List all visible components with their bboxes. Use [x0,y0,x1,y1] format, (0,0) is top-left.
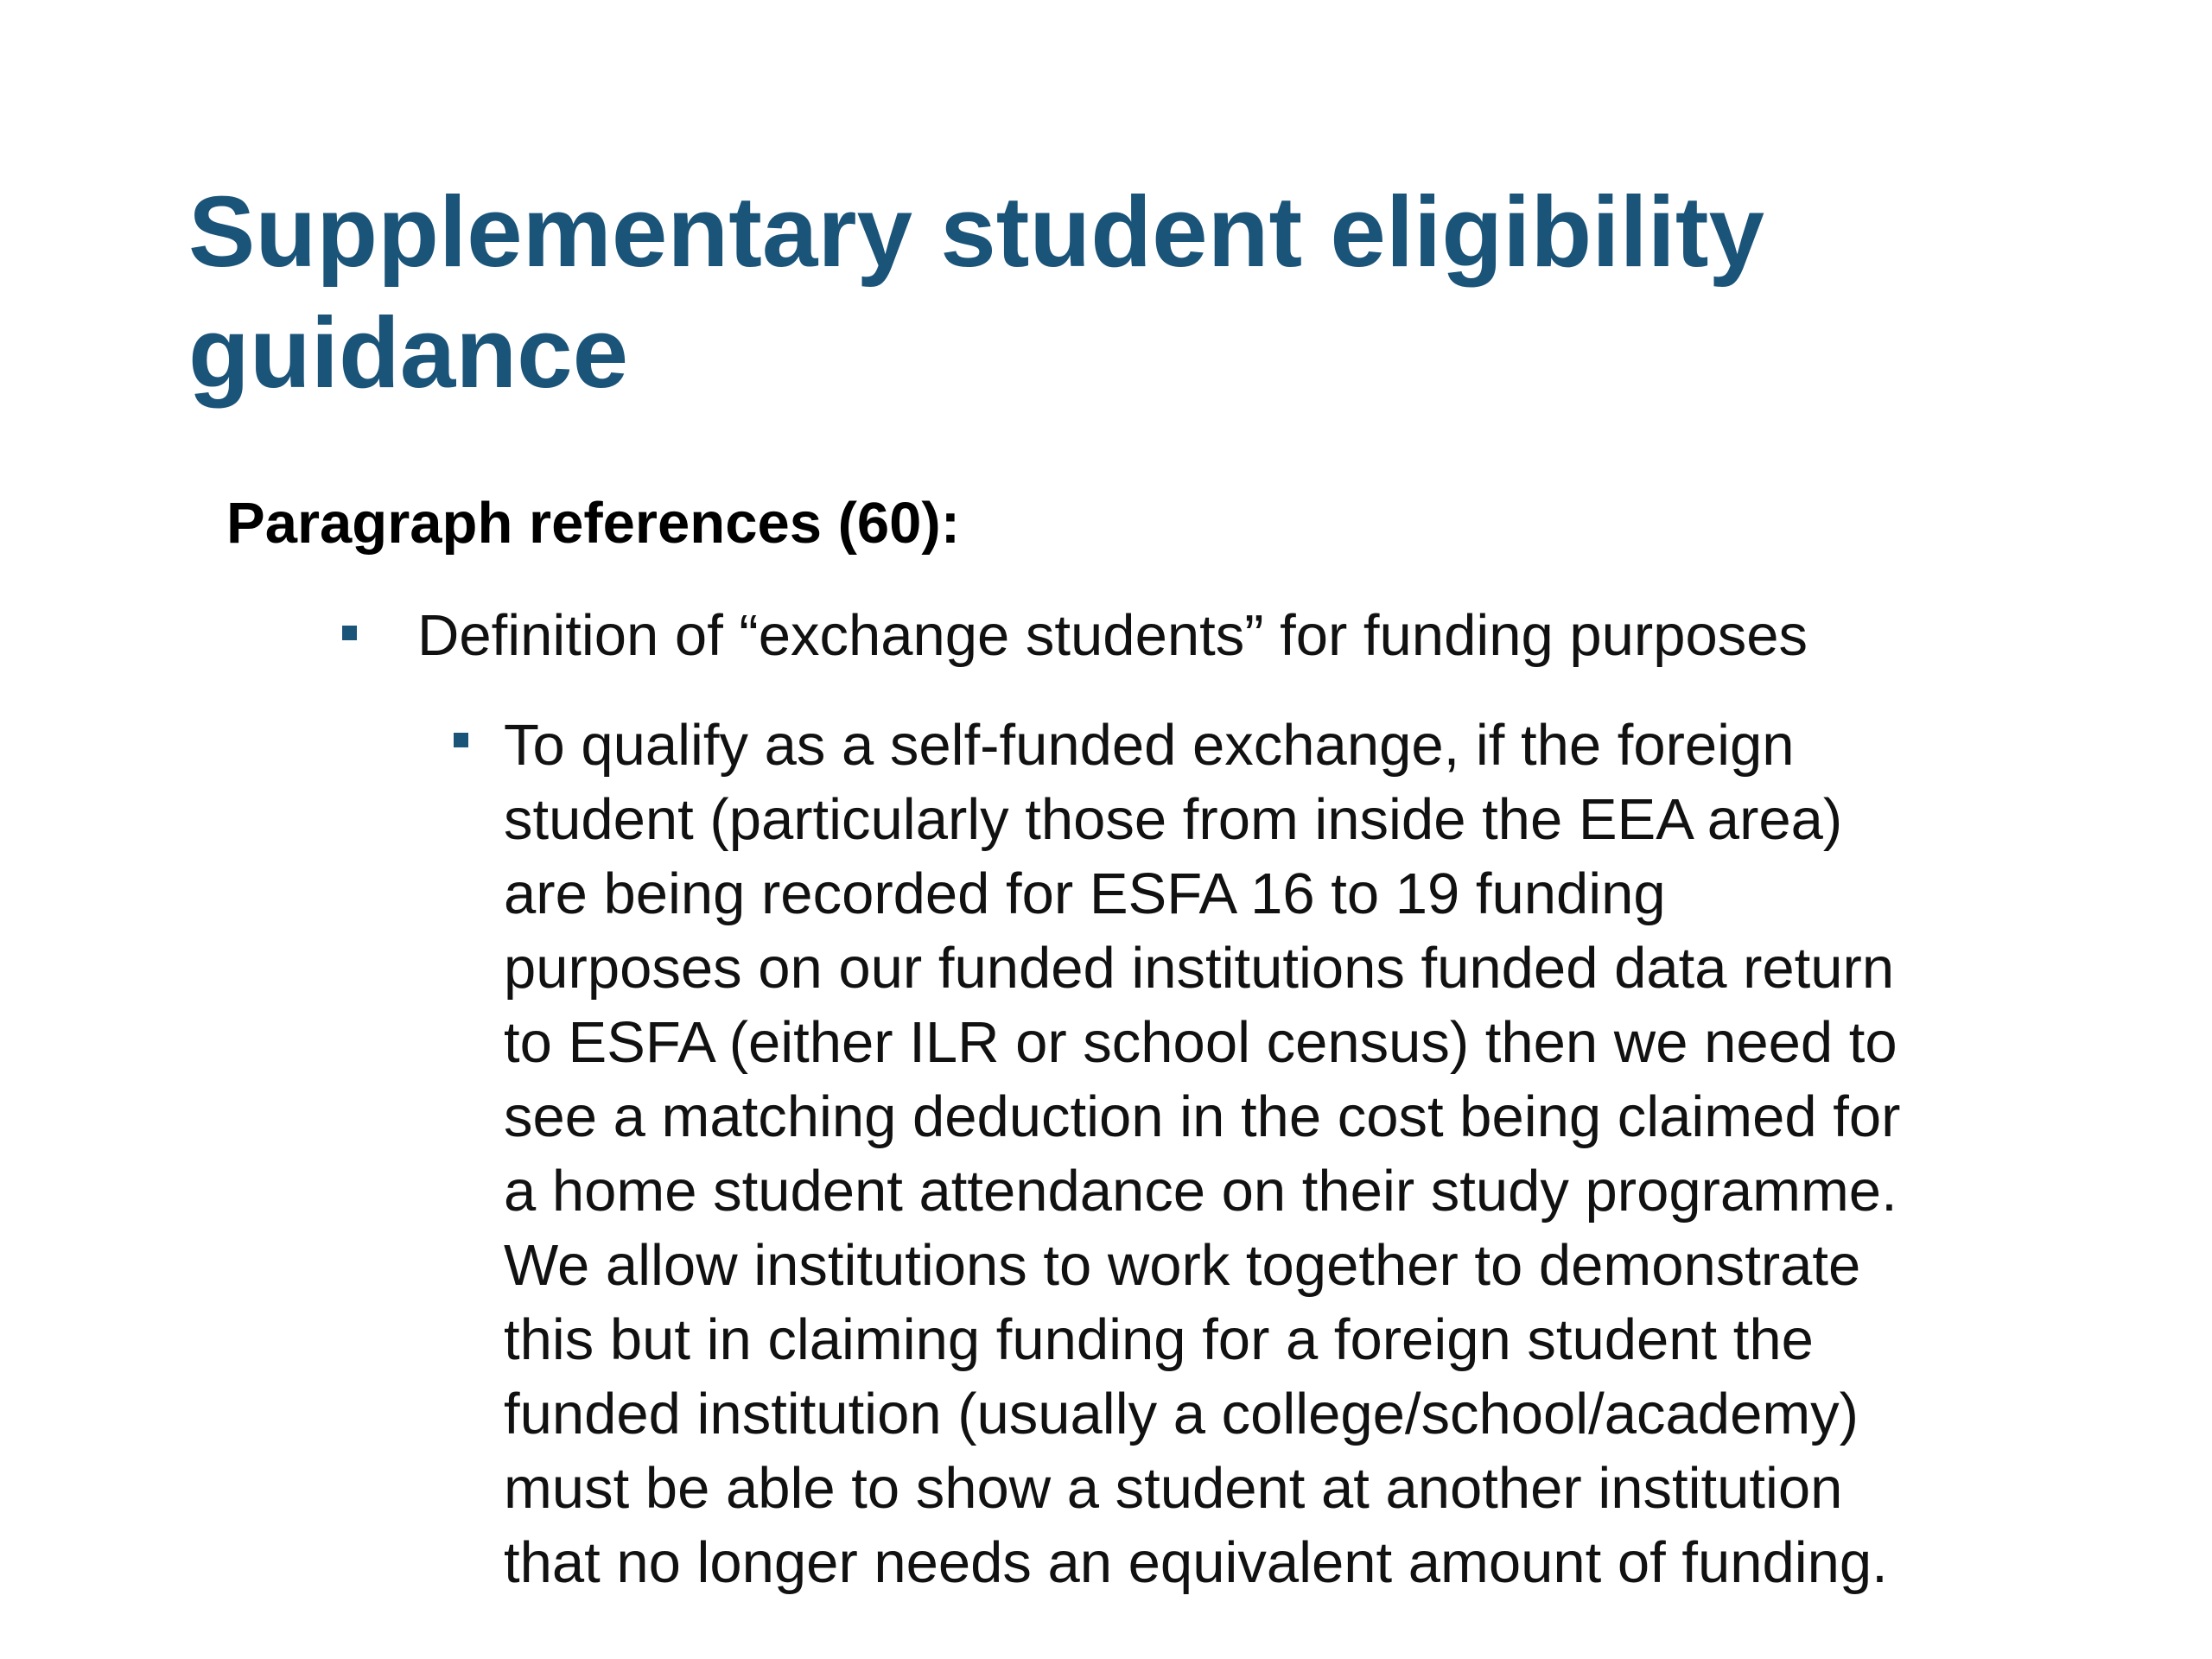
paragraph-reference-heading: Paragraph references (60): [226,491,961,556]
bullet-level-2-line: see a matching deduction in the cost being claimed for [504,1084,1901,1149]
slide-title-line-1: Supplementary student eligibility [188,175,1765,288]
bullet-level-2 [454,709,1900,1600]
slide-title [188,171,2003,413]
bullet-level-2-line: that no longer needs an equivalent amount of funding. [504,1530,1888,1595]
bullet-level-2-line: must be able to show a student at another institution [504,1456,1843,1521]
bullet-level-2-text [504,709,1900,1600]
bullet-level-2-line: to ESFA (either ILR or school census) then we need to [504,1010,1897,1075]
square-bullet-icon [342,626,357,640]
bullet-level-2-line: funded institution (usually a college/school/academy) [504,1382,1859,1446]
slide-title-line-2: guidance [188,296,629,409]
bullet-level-2-line: We allow institutions to work together to demonstrate [504,1233,1861,1298]
bullet-level-2-line: this but in claiming funding for a foreign student the [504,1307,1814,1372]
bullet-level-1 [342,601,1808,671]
bullet-level-2-line: are being recorded for ESFA 16 to 19 funding [504,861,1666,926]
bullet-level-2-line: purposes on our funded institutions funded data return [504,936,1895,1001]
square-bullet-icon [454,733,468,747]
bullet-level-2-line: student (particularly those from inside the EEA area) [504,787,1843,852]
bullet-level-2-line: a home student attendance on their study programme. [504,1159,1897,1224]
bullet-level-2-line: To qualify as a self-funded exchange, if the foreign [504,713,1795,778]
bullet-level-1-text: Definition of “exchange students” for funding purposes [417,603,1808,668]
